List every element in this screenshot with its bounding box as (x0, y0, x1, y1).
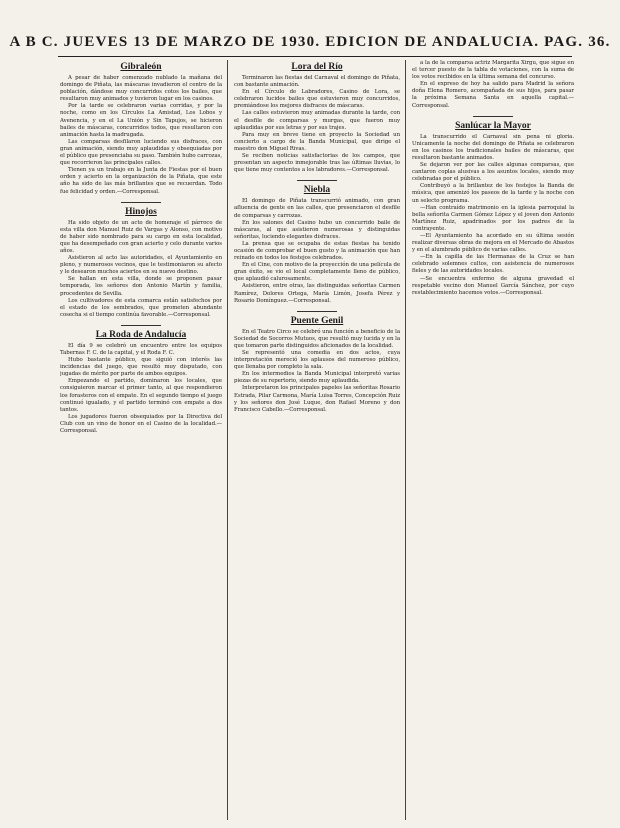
article-paragraph: Las comparsas desfilaron luciendo sus disfraces, con gran animación, siendo muy aplaudidas y obsequiadas por el público que presenciaba su paso. También hubo carrozas, que recorrieron las principales calles. (60, 138, 222, 167)
masthead-rule (58, 56, 572, 57)
article-paragraph: El domingo de Piñata transcurrió animado, con gran afluencia de gente en las calles, que presenciaron el desfile de comparsas y carrozas. (234, 198, 400, 219)
article-paragraph: Asistieron al acto las autoridades, el Ayuntamiento en pleno, y numerosos vecinos, que le testimoniaron su afecto y le desearon muchos aciertos en su nuevo destino. (60, 255, 222, 276)
article-headline: Gibraleón (120, 62, 162, 72)
article (60, 330, 222, 435)
article-headline: Sanlúcar la Mayor (455, 120, 531, 131)
article-separator (297, 180, 337, 181)
article (60, 62, 222, 196)
article-headline: Hinojos (125, 206, 157, 217)
article-paragraph: Los jugadores fueron obsequiados por la Directiva del Club con un vino de honor en el Casino de la localidad.—Corresponsal. (60, 413, 222, 435)
article-paragraph: Las calles estuvieron muy animadas durante la tarde, con el desfile de comparsas y murgas, que fueron muy aplaudidas por sus letras y por sus trajes. (234, 110, 400, 131)
article-headline: Puente Genil (290, 315, 344, 326)
article-paragraph: La transcurrido el Carnaval sin pena ni gloria. Unicamente la noche del domingo de Piñata se celebraron en los casinos los tradicionales bailes de máscaras, que resultaron bastante animados. (412, 133, 574, 161)
article (412, 121, 574, 297)
article-separator (121, 202, 161, 203)
article-paragraph: Los cultivadores de esta comarca están satisfechos por el estado de los sembrados, que prometen abundante cosecha si el tiempo continúa favorable.—Corresponsal. (60, 297, 222, 318)
article-paragraph: La prensa que se ocupaba de estas fiestas ha tenido ocasión de comprobar el buen gusto y la animación que han reinado en todos los festejos celebrados. (234, 240, 400, 262)
article-paragraph: El día 9 se celebró un encuentro entre los equipos Tabernas F. C. de la capital, y el Roda F. C. (60, 342, 222, 356)
article (234, 316, 400, 414)
article-paragraph: —El Ayuntamiento ha acordado en su última sesión realizar diversas obras de mejora en el Mercado de Abastos y en el alumbrado público de varias calles. (412, 232, 574, 254)
article-paragraph: —En la capilla de las Hermanas de la Cruz se han celebrado solemnes cultos, con asistencia de numerosos fieles y de las autoridades locales. (412, 254, 574, 275)
article-paragraph: —Se encuentra enfermo de alguna gravedad el respetable vecino don Manuel García Sánchez, por cuyo restablecimiento hacemos votos.—Corresponsal. (412, 275, 574, 296)
article-paragraph: Se reciben noticias satisfactorias de los campos, que presentan un aspecto inmejorable tras las últimas lluvias, lo que tiene muy contentos a los labradores.—Corresponsal. (234, 153, 400, 174)
article-paragraph: Tienen ya un trabajo en la Junta de Fiestas por el buen orden y acierto en la organización de la Piñata, que este año ha sido de las más brillantes que se recuerdan. Todo fue felicidad y orden.—Corresponsal. (60, 167, 222, 195)
column-2 (234, 60, 400, 820)
column-divider (405, 60, 406, 820)
article-paragraph: En el Círculo de Labradores, Casino de Lora, se celebraron lucidos bailes que estuvieron muy concurridos, premiándose los mejores disfraces de máscaras. (234, 89, 400, 110)
article-paragraph: Terminaron las fiestas del Carnaval el domingo de Piñata, con bastante animación. (234, 75, 400, 89)
article-headline: Lora del Río (291, 62, 343, 72)
page-masthead: A B C. JUEVES 13 DE MARZO DE 1930. EDICION DE ANDALUCIA. PAG. 36. (9, 34, 611, 50)
column-1 (60, 60, 222, 820)
article-headline: Niebla (303, 185, 331, 196)
column-3 (412, 60, 574, 820)
article-paragraph: En los intermedios la Banda Municipal interpretó varias piezas de su repertorio, siendo muy aplaudida. (234, 371, 400, 385)
article-paragraph: Hubo bastante público, que siguió con interés las incidencias del juego, que resultó muy disputado, con jugadas de mérito por parte de ambos equipos. (60, 357, 222, 378)
article-paragraph: En el expreso de hoy ha salido para Madrid la señora doña Elena Romero, acompañada de sus hijos, para pasar la próxima Semana Santa en aquella capital.—Corresponsal. (412, 81, 574, 109)
article-paragraph: —Han contraído matrimonio en la iglesia parroquial la bella señorita Carmen Gómez López y el joven don Antonio Martínez Ruiz, apadrinados por los padres de la contrayente. (412, 204, 574, 232)
article-paragraph: Se representó una comedia en dos actos, cuya interpretación mereció los aplausos del numeroso público, que llenaba por completo la sala. (234, 350, 400, 371)
article (234, 62, 400, 174)
article-paragraph: Asistieron, entre otras, las distinguidas señoritas Carmen Ramírez, Dolores Ortega, María Limón, Josefa Pérez y Rosario Domínguez.—Corresponsal. (234, 283, 400, 304)
article-paragraph: A pesar de haber comenzado nublado la mañana del domingo de Piñata, las máscaras invadieron el centro de la población, dándose muy concurridos cotos los bailes, que resultaron muy animados y tuvieron lugar en los casinos. (60, 75, 222, 103)
article-paragraph: Se hallan en esta villa, donde se proponen pasar temporada, los señores don Antonio Martín y familia, procedentes de Sevilla. (60, 276, 222, 297)
article-paragraph: Para muy en breve tiene en proyecto la Sociedad un concierto a cargo de la Banda Municipal, que dirige el maestro don Miguel Rivas. (234, 131, 400, 152)
article-separator (473, 116, 513, 117)
article-paragraph: Se dejaron ver por las calles algunas comparsas, que cantaron coplas alusivas a los asuntos locales, siendo muy celebradas por el público. (412, 162, 574, 183)
article-paragraph: a la de la comparsa actriz Margarita Xirgu, que sigue en el tercer puesto de la tabla de votaciones, con la suma de los votos recibidos en la última semana del concurso. (412, 60, 574, 81)
article (234, 185, 400, 304)
article-headline: La Roda de Andalucía (95, 329, 187, 340)
article-paragraph: Contribuyó a la brillantez de los festejos la Banda de música, que amenizó los paseos de la tarde y la noche con un selecto programa. (412, 183, 574, 204)
article (60, 207, 222, 319)
article-paragraph: Ha sido objeto de un acto de homenaje el párroco de esta villa don Manuel Ruiz de Vargas y Alonso, con motivo de haber sido nombrado para su cargo en esta localidad, que ha desempeñado con gran acierto y celo durante varios años. (60, 219, 222, 254)
article-separator (297, 311, 337, 312)
article-paragraph: En el Teatro Circo se celebró una función a beneficio de la Sociedad de Socorros Mutuos, que resultó muy lucida y en la que tomaron parte distinguidos aficionados de la localidad. (234, 328, 400, 349)
article-separator (121, 325, 161, 326)
article-paragraph: En el Cine, con motivo de la proyección de una película de gran éxito, se vio el local completamente lleno de público, que aplaudió calurosamente. (234, 262, 400, 283)
article-paragraph: Interpretaron los principales papeles las señoritas Rosario Estrada, Pilar Carmona, María Luisa Torres, Concepción Ruiz y los señores don José Luque, don Rafael Moreno y don Francisco Cabello.—Corresponsal. (234, 385, 400, 413)
article-paragraph: En los salones del Casino hubo un concurrido baile de máscaras, al que asistieron numerosas y distinguidas señoritas, luciendo elegantes disfraces. (234, 219, 400, 240)
article (412, 60, 574, 110)
column-divider (227, 60, 228, 820)
article-paragraph: Por la tarde se celebraron varias corridas, y por la noche, como en los Círculos La Amistad, Los Lobos y Avenencia, y en el La Unión y Sin Tapujos, se hicieron bailes de máscaras, concurridos todos, que resultaron con animación hasta la madrugada. (60, 103, 222, 138)
article-paragraph: Empezando el partido, dominaron los locales, que consiguieron marcar el primer tanto, al que respondieron los forasteros con el empate. En el segundo tiempo el juego continuó igualado, y el partido terminó con empate a dos tantos. (60, 378, 222, 413)
